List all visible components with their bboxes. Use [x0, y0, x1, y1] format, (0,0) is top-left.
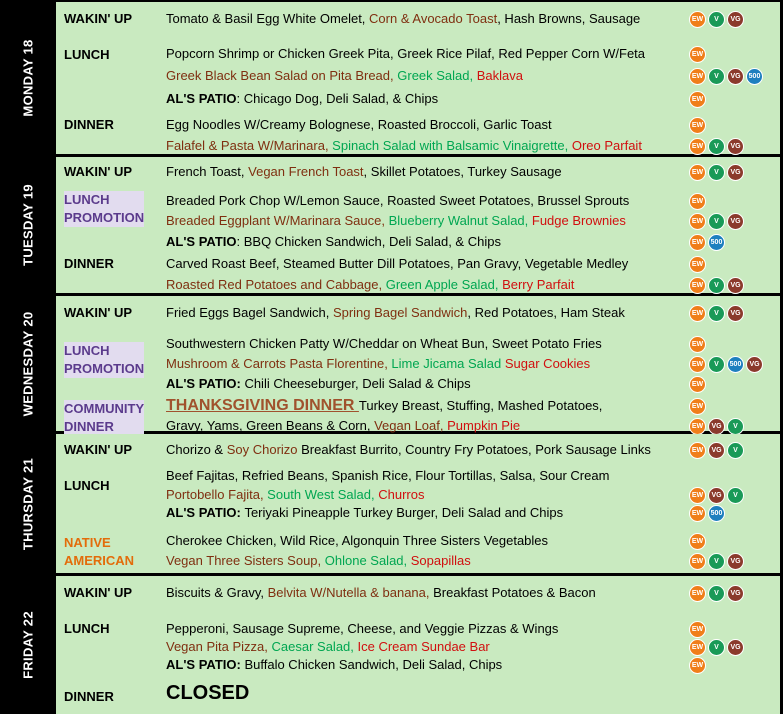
diet-icons: [689, 356, 763, 373]
diet-ew-icon: EW: [689, 164, 706, 181]
menu-line: [166, 90, 438, 108]
diet-icons: [689, 376, 706, 393]
day-section: [0, 434, 783, 573]
menu-item-text: Greek Salad,: [397, 68, 477, 83]
menu-item-text: AL'S PATIO:: [166, 657, 245, 672]
menu-item-text: Lime Jicama Salad: [391, 356, 505, 371]
menu-line: [166, 163, 562, 181]
menu-item-text: Chorizo &: [166, 442, 227, 457]
diet-icons: [689, 11, 744, 28]
menu-line: [166, 192, 629, 210]
menu-item-text: Belvita W/Nutella & banana,: [267, 585, 434, 600]
menu-line: [166, 45, 645, 63]
diet-icons: [689, 213, 744, 230]
day-section: [0, 157, 783, 293]
menu-item-text: THANKSGIVING DINNER: [166, 397, 359, 414]
menu-item-text: Sopapillas: [410, 553, 471, 568]
meal-label: [64, 477, 110, 495]
meal-label-line: LUNCH: [64, 192, 110, 207]
diet-f500-icon: 500: [746, 68, 763, 85]
diet-icons: [689, 585, 744, 602]
diet-v-icon: V: [708, 553, 725, 570]
menu-item-text: Turkey Breast, Stuffing, Mashed Potatoes,: [358, 398, 603, 413]
diet-v-icon: V: [708, 639, 725, 656]
menu-line: [166, 355, 590, 373]
menu-item-text: : BBQ Chicken Sandwich, Deli Salad, & Chips: [236, 234, 501, 249]
meal-label-line: LUNCH: [64, 343, 110, 358]
diet-ew-icon: EW: [689, 11, 706, 28]
diet-vg-icon: VG: [708, 442, 725, 459]
menu-line: [166, 584, 596, 602]
day-label-text: MONDAY 18: [20, 39, 36, 117]
diet-vg-icon: VG: [727, 138, 744, 155]
menu-line: [166, 486, 424, 504]
diet-vg-icon: VG: [727, 639, 744, 656]
menu-item-text: , Red Potatoes, Ham Steak: [467, 305, 625, 320]
menu-line: [166, 212, 626, 230]
day-section: [0, 576, 783, 714]
diet-icons: [689, 68, 763, 85]
menu-item-text: Falafel & Pasta W/Marinara,: [166, 138, 333, 153]
day-label: [0, 576, 56, 714]
menu-item-text: AL'S PATIO: [166, 234, 237, 249]
menu-line: [166, 304, 625, 322]
menu-item-text: , Skillet Potatoes, Turkey Sausage: [363, 164, 562, 179]
diet-ew-icon: EW: [689, 442, 706, 459]
menu-item-text: Spring Bagel Sandwich: [332, 305, 468, 320]
meal-label-line: DINNER: [64, 689, 114, 704]
meal-label-line: DINNER: [64, 419, 114, 434]
menu-line: [166, 137, 642, 155]
diet-ew-icon: EW: [689, 585, 706, 602]
diet-ew-icon: EW: [689, 487, 706, 504]
menu-line: [166, 684, 249, 704]
diet-v-icon: V: [727, 418, 744, 435]
diet-ew-icon: EW: [689, 256, 706, 273]
menu-item-text: Vegan Three Sisters Soup,: [166, 553, 325, 568]
diet-icons: [689, 621, 706, 638]
diet-icons: [689, 442, 744, 459]
diet-icons: [689, 305, 744, 322]
meal-label-line: WAKIN' UP: [64, 164, 133, 179]
diet-icons: [689, 418, 744, 435]
diet-icons: [689, 138, 744, 155]
diet-icons: [689, 533, 706, 550]
diet-ew-icon: EW: [689, 234, 706, 251]
menu-line: [166, 441, 651, 459]
menu-line: [166, 116, 552, 134]
meal-label: [64, 191, 144, 227]
day-body: [56, 576, 780, 714]
diet-v-icon: V: [708, 277, 725, 294]
meal-label: [64, 163, 132, 181]
menu-line: [166, 532, 548, 550]
day-label-text: THURSDAY 21: [20, 457, 36, 550]
diet-ew-icon: EW: [689, 639, 706, 656]
day-body: [56, 296, 780, 434]
menu-item-text: : Chicago Dog, Deli Salad, & Chips: [236, 91, 439, 106]
diet-vg-icon: VG: [727, 305, 744, 322]
menu-item-text: , Hash Browns, Sausage: [497, 11, 641, 26]
diet-vg-icon: VG: [727, 164, 744, 181]
day-label-text: TUESDAY 19: [20, 184, 36, 266]
diet-icons: [689, 657, 706, 674]
menu-item-text: Corn & Avocado Toast: [369, 11, 498, 26]
diet-icons: [689, 91, 706, 108]
diet-vg-icon: VG: [708, 418, 725, 435]
menu-line: [166, 255, 628, 273]
day-body: [56, 2, 780, 154]
menu-item-text: Soy Chorizo: [226, 442, 298, 457]
menu-item-text: Oreo Parfait: [571, 138, 642, 153]
menu-item-text: Southwestern Chicken Patty W/Cheddar on Wheat Bun, Sweet Potato Fries: [166, 336, 602, 351]
diet-icons: [689, 164, 744, 181]
menu-line: [166, 335, 602, 353]
meal-label: [64, 304, 132, 322]
diet-icons: [689, 553, 744, 570]
menu-item-text: AL'S PATIO:: [166, 376, 241, 391]
diet-ew-icon: EW: [689, 138, 706, 155]
meal-label-line: LUNCH: [64, 621, 110, 636]
meal-label: [64, 255, 114, 273]
diet-icons: [689, 336, 706, 353]
day-label-text: FRIDAY 22: [20, 611, 36, 679]
meal-label-line: DINNER: [64, 117, 114, 132]
menu-item-text: Teriyaki Pineapple Turkey Burger, Deli Salad and Chips: [244, 505, 564, 520]
diet-v-icon: V: [708, 585, 725, 602]
menu-item-text: Sugar Cookies: [504, 356, 591, 371]
menu-item-text: CLOSED: [166, 682, 250, 704]
meal-label-line: DINNER: [64, 256, 114, 271]
diet-vg-icon: VG: [727, 68, 744, 85]
diet-ew-icon: EW: [689, 68, 706, 85]
diet-v-icon: V: [708, 138, 725, 155]
diet-ew-icon: EW: [689, 277, 706, 294]
diet-v-icon: V: [708, 11, 725, 28]
menu-item-text: Buffalo Chicken Sandwich, Deli Salad, Chips: [244, 657, 503, 672]
diet-v-icon: V: [708, 164, 725, 181]
meal-label: [64, 116, 114, 134]
menu-item-text: Cherokee Chicken, Wild Rice, Algonquin Three Sisters Vegetables: [166, 533, 549, 548]
diet-v-icon: V: [708, 213, 725, 230]
meal-label-line: WAKIN' UP: [64, 585, 133, 600]
menu-item-text: AL'S PATIO: [166, 91, 237, 106]
menu-line: [166, 620, 558, 638]
meal-label: [64, 10, 132, 28]
diet-v-icon: V: [727, 442, 744, 459]
diet-ew-icon: EW: [689, 356, 706, 373]
meal-label-line: WAKIN' UP: [64, 11, 133, 26]
menu-item-text: Greek Black Bean Salad on Pita Bread,: [166, 68, 398, 83]
meal-label: [64, 342, 144, 378]
menu-item-text: Ohlone Salad,: [324, 553, 411, 568]
menu-item-text: Beef Fajitas, Refried Beans, Spanish Rice, Flour Tortillas, Salsa, Sour Cream: [166, 468, 610, 483]
menu-line: [166, 638, 490, 656]
menu-item-text: Pepperoni, Sausage Supreme, Cheese, and Veggie Pizzas & Wings: [166, 621, 559, 636]
menu-item-text: Vegan Pita Pizza,: [166, 639, 272, 654]
meal-label-line: NATIVE: [64, 535, 111, 550]
meal-label: [64, 688, 114, 706]
menu-line: [166, 375, 471, 393]
diet-vg-icon: VG: [727, 277, 744, 294]
meal-label: [64, 441, 132, 459]
diet-ew-icon: EW: [689, 91, 706, 108]
meal-label: [64, 584, 132, 602]
diet-vg-icon: VG: [727, 553, 744, 570]
menu-item-text: Biscuits & Gravy,: [166, 585, 268, 600]
menu-item-text: Caesar Salad,: [271, 639, 358, 654]
diet-v-icon: V: [727, 487, 744, 504]
menu-line: [166, 276, 574, 294]
menu-item-text: Fried Eggs Bagel Sandwich,: [166, 305, 333, 320]
menu-item-text: Berry Parfait: [502, 277, 575, 292]
diet-ew-icon: EW: [689, 376, 706, 393]
diet-vg-icon: VG: [727, 11, 744, 28]
day-label-text: WEDNESDAY 20: [20, 311, 36, 416]
diet-ew-icon: EW: [689, 305, 706, 322]
diet-vg-icon: VG: [727, 585, 744, 602]
diet-icons: [689, 117, 706, 134]
diet-icons: [689, 256, 706, 273]
day-label: [0, 296, 56, 431]
menu-item-text: Roasted Red Potatoes and Cabbage,: [166, 277, 386, 292]
menu-line: [166, 397, 602, 415]
day-label: [0, 434, 56, 573]
menu-item-text: Tomato & Basil Egg White Omelet,: [166, 11, 370, 26]
diet-f500-icon: 500: [708, 505, 725, 522]
diet-ew-icon: EW: [689, 213, 706, 230]
diet-ew-icon: EW: [689, 621, 706, 638]
menu-item-text: Blueberry Walnut Salad,: [388, 213, 532, 228]
diet-v-icon: V: [708, 356, 725, 373]
meal-label: [64, 46, 110, 64]
menu-item-text: Pumpkin Pie: [447, 418, 521, 433]
menu-line: [166, 504, 563, 522]
menu-line: [166, 417, 520, 435]
menu-line: [166, 656, 502, 674]
meal-label: [64, 620, 110, 638]
diet-vg-icon: VG: [727, 213, 744, 230]
diet-f500-icon: 500: [727, 356, 744, 373]
diet-vg-icon: VG: [746, 356, 763, 373]
diet-v-icon: V: [708, 305, 725, 322]
diet-ew-icon: EW: [689, 46, 706, 63]
menu-line: [166, 552, 471, 570]
diet-ew-icon: EW: [689, 533, 706, 550]
diet-ew-icon: EW: [689, 418, 706, 435]
menu-item-text: Breaded Eggplant W/Marinara Sauce,: [166, 213, 389, 228]
diet-v-icon: V: [708, 68, 725, 85]
meal-label-line: WAKIN' UP: [64, 305, 133, 320]
diet-ew-icon: EW: [689, 193, 706, 210]
menu-item-text: Portobello Fajita,: [166, 487, 268, 502]
meal-label-line: PROMOTION: [64, 210, 145, 225]
diet-ew-icon: EW: [689, 117, 706, 134]
menu-item-text: Churros: [378, 487, 425, 502]
diet-icons: [689, 277, 744, 294]
menu-item-text: Chili Cheeseburger, Deli Salad & Chips: [240, 376, 471, 391]
menu-line: [166, 233, 501, 251]
menu-item-text: Baklava: [476, 68, 523, 83]
menu-item-text: Vegan Loaf,: [374, 418, 448, 433]
menu-line: [166, 467, 609, 485]
menu-item-text: Vegan French Toast: [248, 164, 364, 179]
meal-label-line: COMMUNITY: [64, 401, 145, 416]
menu-item-text: Fudge Brownies: [531, 213, 626, 228]
meal-label-line: LUNCH: [64, 47, 110, 62]
menu-item-text: South West Salad,: [267, 487, 379, 502]
diet-icons: [689, 46, 706, 63]
diet-icons: [689, 639, 744, 656]
meal-label-line: PROMOTION: [64, 361, 145, 376]
menu-item-text: French Toast,: [166, 164, 249, 179]
meal-label: [64, 400, 144, 436]
menu-line: [166, 10, 640, 28]
meal-label-line: WAKIN' UP: [64, 442, 133, 457]
diet-ew-icon: EW: [689, 336, 706, 353]
day-section: [0, 296, 783, 434]
day-body: [56, 434, 780, 573]
diet-ew-icon: EW: [689, 505, 706, 522]
menu-item-text: Egg Noodles W/Creamy Bolognese, Roasted Broccoli, Garlic Toast: [166, 117, 552, 132]
menu-item-text: Breakfast Potatoes & Bacon: [433, 585, 596, 600]
meal-label-line: LUNCH: [64, 478, 110, 493]
day-label: [0, 2, 56, 154]
menu-item-text: Ice Cream Sundae Bar: [357, 639, 490, 654]
day-section: [0, 2, 783, 154]
meal-label-line: AMERICAN: [64, 553, 135, 568]
diet-icons: [689, 193, 706, 210]
menu-item-text: Mushroom & Carrots Pasta Florentine,: [166, 356, 392, 371]
diet-f500-icon: 500: [708, 234, 725, 251]
diet-ew-icon: EW: [689, 657, 706, 674]
menu-item-text: Carved Roast Beef, Steamed Butter Dill Potatoes, Pan Gravy, Vegetable Medley: [166, 256, 629, 271]
menu-item-text: AL'S PATIO:: [166, 505, 245, 520]
menu-item-text: Breakfast Burrito, Country Fry Potatoes, Pork Sausage Links: [297, 442, 651, 457]
menu-item-text: Breaded Pork Chop W/Lemon Sauce, Roasted Sweet Potatoes, Brussel Sprouts: [166, 193, 630, 208]
menu-item-text: Gravy, Yams, Green Beans & Corn,: [166, 418, 375, 433]
diet-vg-icon: VG: [708, 487, 725, 504]
meal-label: [64, 534, 134, 570]
diet-icons: [689, 398, 706, 415]
diet-ew-icon: EW: [689, 398, 706, 415]
diet-icons: [689, 234, 725, 251]
day-body: [56, 157, 780, 293]
menu-line: [166, 67, 523, 85]
menu-item-text: Spinach Salad with Balsamic Vinaigrette,: [332, 138, 572, 153]
day-label: [0, 157, 56, 293]
menu-item-text: Popcorn Shrimp or Chicken Greek Pita, Greek Rice Pilaf, Red Pepper Corn W/Feta: [166, 46, 646, 61]
diet-icons: [689, 487, 744, 504]
diet-ew-icon: EW: [689, 553, 706, 570]
diet-icons: [689, 505, 725, 522]
menu-item-text: Green Apple Salad,: [385, 277, 503, 292]
